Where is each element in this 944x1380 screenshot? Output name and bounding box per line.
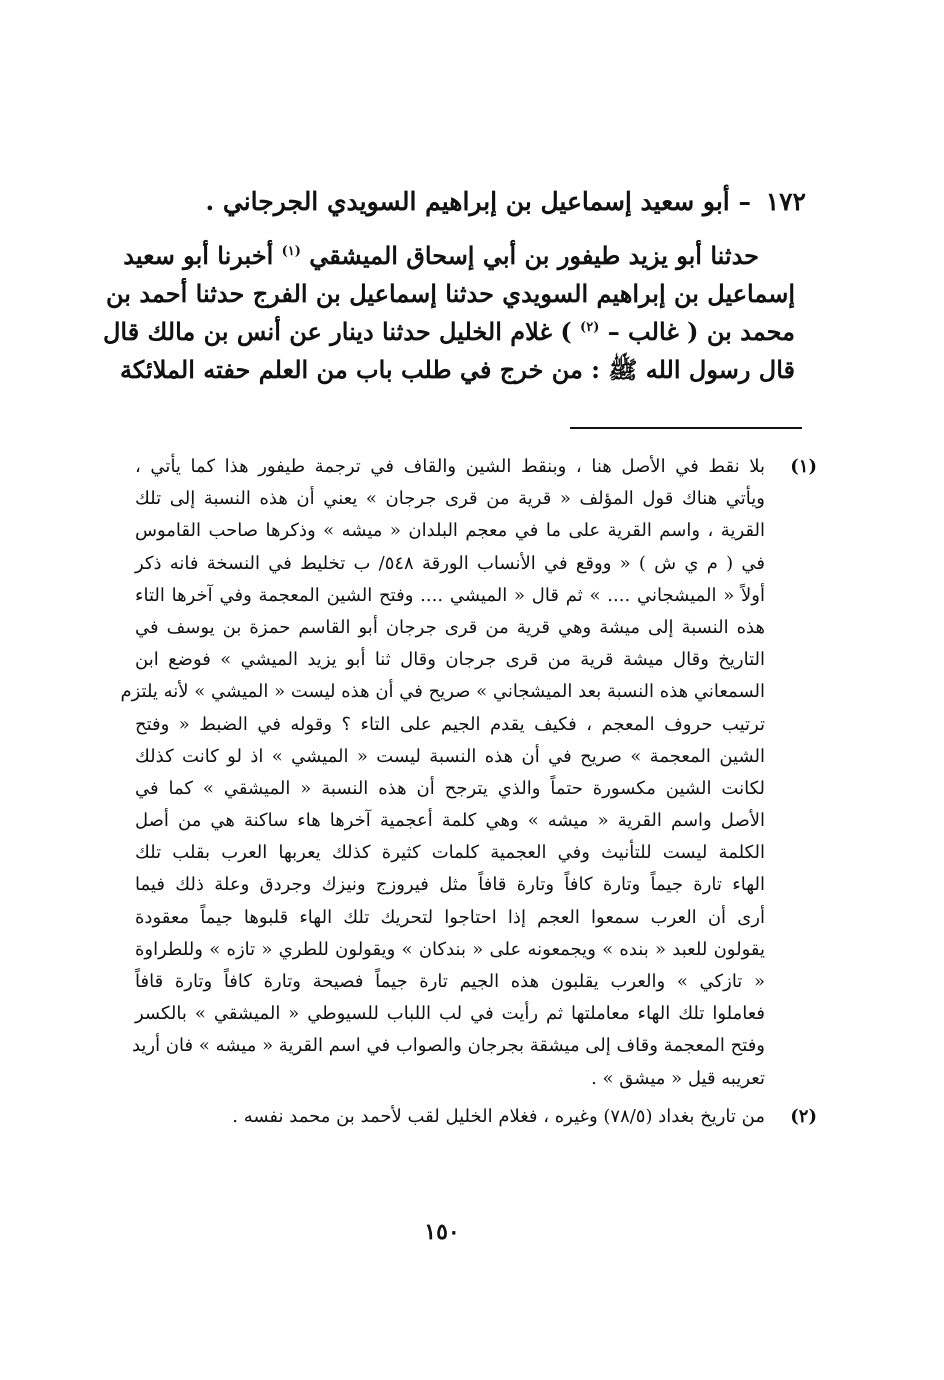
footnote-1 <box>120 451 817 1095</box>
footnote-line: لكانت الشين مكسورة حتماً والذي يترجح أن هذه النسبة « الميشقي » كما في <box>135 777 765 799</box>
main-text-line <box>123 237 795 275</box>
footnote-line: من تاريخ بغداد (٧٨/٥) وغيره ، فغلام الخليل لقب لأحمد بن محمد نفسه . <box>232 1105 765 1127</box>
entry-heading <box>166 182 806 222</box>
main-text-line <box>102 313 795 351</box>
footnote-line: الهاء تارة جيماً وتارة كافاً وتارة قافاً مثل فيروزج ونيزك وجردق وعلة ذلك فيما <box>135 874 765 896</box>
main-text-line: إسماعيل بن إبراهيم السويدي حدثنا إسماعيل بن الفرج حدثنا أحمد بن <box>106 279 795 308</box>
footnote-line: ويأتي هناك قول المؤلف « قرية من قرى جرجان » يعني أن هذه النسبة إلى تلك <box>135 488 765 510</box>
footnote-line: التاريخ وقال ميشة قرية من قرى جرجان وقال ثنا أبو يزيد الميشي » فوضع ابن <box>135 649 765 671</box>
footnote-line: هذه النسبة إلى ميشة وهي قرية من قرى جرجان أبو القاسم حمزة بن يوسف في <box>135 616 765 638</box>
footnote-line: وفتح المعجمة وقاف إلى ميشقة بجرجان والصواب في اسم القرية « ميشه » فان أريد <box>131 1035 765 1057</box>
footnote-line: السمعاني هذه النسبة بعد الميشجاني » صريح في أن هذه ليست « الميشي » لأنه يلتزم <box>120 681 765 703</box>
entry-title: أبو سعيد إسماعيل بن إبراهيم السويدي الجرجاني . <box>205 187 730 216</box>
footnote-line: أولاً « الميشجاني .... » ثم قال « الميشي .... وفتح الشين المعجمة وفي آخرها التاء <box>135 584 765 606</box>
footnote-number: (١) <box>790 456 817 477</box>
footnote-line: تعريبه قيل « ميشق » . <box>591 1067 765 1089</box>
footnote-line: فعاملوا تلك الهاء معاملتها ثم رأيت في لب اللباب للسيوطي « الميشقي » بالكسر <box>135 1003 765 1025</box>
footnote-ref-2: (٢) <box>580 320 600 335</box>
footnote-ref-1: (١) <box>281 244 301 259</box>
page-number: ١٥٠ <box>424 1219 460 1245</box>
footnotes-section <box>120 451 817 1133</box>
footnote-2 <box>135 1101 817 1133</box>
footnote-line: ترتيب حروف المعجم ، فكيف يقدم الجيم على التاء ؟ وقوله في الضبط « وفتح <box>135 713 765 735</box>
footnote-line: الشين المعجمة » صريح في أن هذه النسبة ليست « الميشي » اذ لو كانت كذلك <box>135 745 765 767</box>
footnote-line: في ( م ي ش ) « ووقع في الأنساب الورقة ٥٤٨/ ب تخليط في النسخة فانه ذكر <box>135 552 765 574</box>
footnote-line: القرية ، واسم القرية على ما في معجم البلدان « ميشه » وذكرها صاحب القاموس <box>135 520 765 542</box>
footnote-divider <box>570 427 802 429</box>
main-line-1-tail: أخبرنا أبو سعيد <box>123 241 274 270</box>
entry-number: ١٧٢ <box>765 187 806 216</box>
footnote-line: الكلمة ليست للتأنيث وفي العجمية كلمات كثيرة كذلك يعربها العرب بقلب تلك <box>135 842 765 864</box>
footnote-line: بلا نقط في الأصل هنا ، وبنقط الشين والقاف في ترجمة طيفور هذا كما يأتي ، <box>135 456 765 477</box>
footnote-line: يقولون للعبد « بنده » ويجمعونه على « بندكان » ويقولون للطري « تازه » وللطراوة <box>135 938 765 960</box>
footnote-line: « تازكي » والعرب يقلبون هذه الجيم تارة جيماً فصيحة وتارة كافاً وتارة قافاً <box>135 971 765 992</box>
footnote-line: الأصل واسم القرية « ميشه » وهي كلمة أعجمية آخرها هاء ساكنة هي من أصل <box>135 810 765 832</box>
hadith-text <box>102 237 795 389</box>
main-line-3-text: محمد بن ( غالب – <box>607 317 795 346</box>
footnote-line: أرى أن العرب سمعوا العجم إذا احتاجوا لتحريك تلك الهاء قلبوها جيماً معقودة <box>135 906 765 928</box>
main-line-3-tail: ) غلام الخليل حدثنا دينار عن أنس بن مالك قال <box>102 317 572 346</box>
footnote-number: (٢) <box>790 1105 817 1127</box>
entry-dash: – <box>738 187 751 216</box>
main-text-line: قال رسول الله ﷺ : من خرج في طلب باب من العلم حفته الملائكة <box>119 355 795 384</box>
main-line-1-text: حدثنا أبو يزيد طيفور بن أبي إسحاق الميشقي <box>309 241 759 270</box>
